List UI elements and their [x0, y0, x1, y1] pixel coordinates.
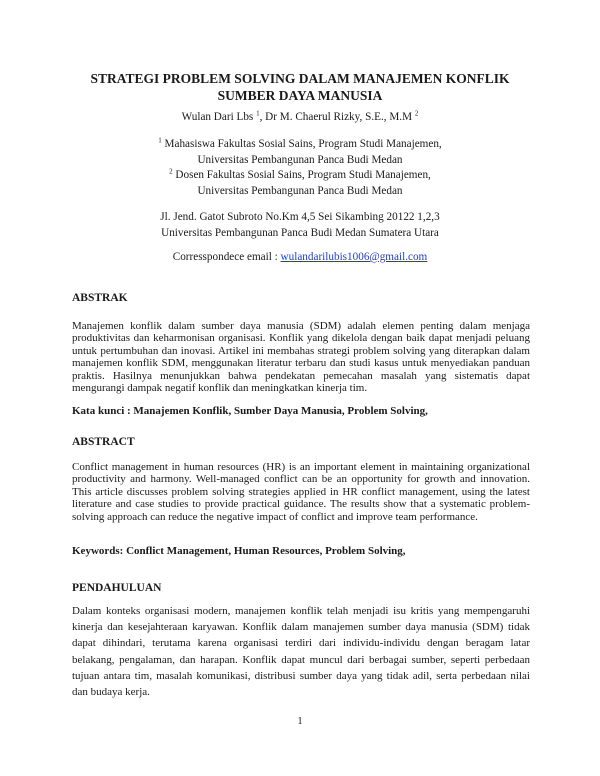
affiliations	[40, 137, 560, 199]
page-number: 1	[297, 716, 303, 727]
author-1: Wulan Dari Lbs	[181, 111, 254, 123]
affiliation-2-text: Dosen Fakultas Sosial Sains, Program Studi Manajemen,	[175, 169, 431, 181]
correspondence-label: Corresspondece email :	[172, 251, 281, 263]
affiliation-2-sup: 2	[169, 167, 173, 176]
affiliation-1-sup: 1	[158, 136, 162, 145]
author-2: , Dr M. Chaerul Rizky, S.E., M.M	[259, 111, 413, 123]
title-line-1: STRATEGI PROBLEM SOLVING DALAM MANAJEMEN KONFLIK	[90, 71, 510, 86]
correspondence-line	[40, 251, 560, 263]
abstrak-text: Manajemen konflik dalam sumber daya manusia (SDM) adalah elemen penting dalam menjaga produktivitas dan keharmonisan organisasi. Konflik yang dikelola dengan baik dapat menjadi peluang untuk pertumbuhan dan inovasi. Artikel ini membahas strategi problem solving yang diterapkan dalam manajemen konflik SDM, menggunakan literatur terbaru dan studi kasus untuk menyediakan panduan praktis. Hasilnya menunjukkan bahwa pendekatan pemecahan masalah yang sistematis dapat mengurangi dampak negatif konflik dan meningkatkan kinerja tim.	[72, 320, 530, 395]
affiliation-2-line-1	[40, 168, 560, 184]
abstrak-heading: ABSTRAK	[72, 292, 128, 304]
email-link[interactable]: wulandarilubis1006@gmail.com	[280, 251, 428, 263]
title-line-2: SUMBER DAYA MANUSIA	[217, 87, 383, 103]
author-2-sup: 2	[414, 109, 419, 118]
affiliation-1-line-2: Universitas Pembangunan Panca Budi Medan	[197, 153, 403, 166]
affiliation-2-line-2: Universitas Pembangunan Panca Budi Medan	[197, 184, 403, 197]
pendahuluan-text: Dalam konteks organisasi modern, manajemen konflik telah menjadi isu kritis yang mempengaruhi kinerja dan kesejahteraan karyawan. Konflik dalam manajemen sumber daya manusia (SDM) tidak dapat dihindari, terutama karena organisasi terdiri dari individu-individu dengan beragam latar belakang, pengalaman, dan harapan. Konflik dapat muncul dari berbagai sumber, seperti perbedaan tujuan antara tim, masalah komunikasi, distribusi sumber daya yang tidak adil, serta perbedaan nilai dan budaya kerja.	[72, 605, 530, 699]
paper-title	[40, 71, 560, 104]
abstract-heading: ABSTRACT	[72, 436, 135, 448]
author-1-sup: 1	[256, 109, 260, 118]
address-line-1: Jl. Jend. Gatot Subroto No.Km 4,5 Sei Sikambing 20122 1,2,3	[160, 211, 440, 223]
abstract-text: Conflict management in human resources (HR) is an important element in maintaining organizational productivity and harmony. Well-managed conflict can be an opportunity for growth and innovation. This article discusses problem solving strategies applied in HR conflict management, using the latest literature and case studies to provide practical guidance. The results show that a systematic problem-solving approach can reduce the negative impact of conflict and improve team performance.	[72, 461, 530, 523]
affiliation-1-line-1	[40, 137, 560, 153]
affiliation-1-text: Mahasiswa Fakultas Sosial Sains, Program Studi Manajemen,	[164, 138, 442, 150]
abstract-keywords: Keywords: Conflict Management, Human Resources, Problem Solving,	[72, 545, 406, 557]
author-list	[40, 111, 560, 123]
address-line-2: Universitas Pembangunan Panca Budi Medan Sumatera Utara	[161, 226, 439, 239]
abstrak-keywords: Kata kunci : Manajemen Konflik, Sumber Daya Manusia, Problem Solving,	[72, 405, 428, 417]
pendahuluan-heading: PENDAHULUAN	[72, 582, 162, 594]
address-block	[40, 210, 560, 241]
